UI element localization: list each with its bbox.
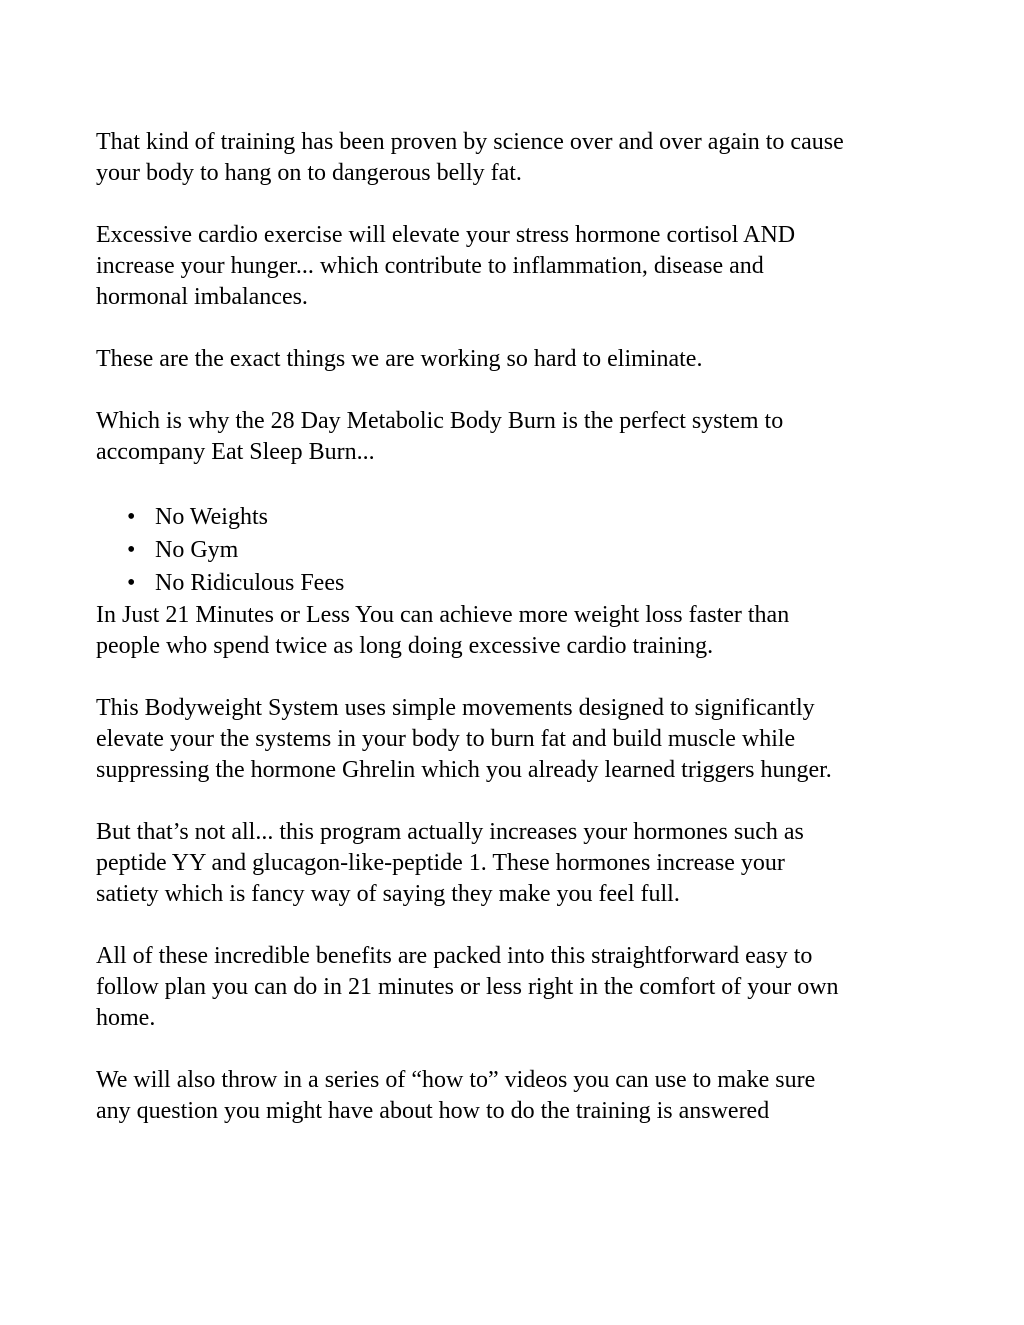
- bullet-item-label: No Ridiculous Fees: [155, 570, 345, 596]
- text-line: These are the exact things we are working so hard to eliminate.: [96, 346, 703, 372]
- bullet-item-no-gym: [96, 534, 946, 567]
- benefits-bullet-list: [96, 501, 946, 600]
- paragraph-how-to-videos: [96, 1065, 946, 1127]
- paragraph-21-minutes: [96, 600, 946, 662]
- paragraph-eliminate: [96, 344, 946, 375]
- text-line: This Bodyweight System uses simple movements designed to significantly: [96, 695, 815, 721]
- text-line: your body to hang on to dangerous belly fat.: [96, 160, 522, 186]
- paragraph-spacer: [96, 468, 946, 501]
- text-line: In Just 21 Minutes or Less You can achieve more weight loss faster than: [96, 602, 790, 628]
- paragraph-cardio-cortisol: [96, 220, 946, 313]
- text-line: Excessive cardio exercise will elevate your stress hormone cortisol AND: [96, 222, 796, 248]
- text-line: increase your hunger... which contribute to inflammation, disease and: [96, 253, 764, 279]
- text-line: peptide YY and glucagon-like-peptide 1. These hormones increase your: [96, 850, 785, 876]
- text-line: We will also throw in a series of “how to” videos you can use to make sure: [96, 1067, 816, 1093]
- paragraph-spacer: [96, 189, 946, 220]
- paragraph-hormones-satiety: [96, 817, 946, 910]
- paragraph-spacer: [96, 786, 946, 817]
- bullet-dot-icon: •: [127, 570, 136, 596]
- text-line: follow plan you can do in 21 minutes or less right in the comfort of your own: [96, 974, 839, 1000]
- text-line: Which is why the 28 Day Metabolic Body Burn is the perfect system to: [96, 408, 784, 434]
- text-line: All of these incredible benefits are packed into this straightforward easy to: [96, 943, 813, 969]
- text-line: suppressing the hormone Ghrelin which you already learned triggers hunger.: [96, 757, 832, 783]
- paragraph-spacer: [96, 1034, 946, 1065]
- bullet-dot-icon: •: [127, 504, 136, 530]
- bullet-item-label: No Gym: [155, 537, 239, 563]
- paragraph-bodyweight-system: [96, 693, 946, 786]
- paragraph-spacer: [96, 375, 946, 406]
- paragraph-benefits-plan: [96, 941, 946, 1034]
- text-line: satiety which is fancy way of saying they make you feel full.: [96, 881, 680, 907]
- paragraph-spacer: [96, 910, 946, 941]
- bullet-item-no-weights: [96, 501, 946, 534]
- bullet-item-label: No Weights: [155, 504, 268, 530]
- paragraph-spacer: [96, 662, 946, 693]
- bullet-dot-icon: •: [127, 537, 136, 563]
- text-line: home.: [96, 1005, 156, 1031]
- paragraph-body-burn-intro: [96, 406, 946, 468]
- paragraph-spacer: [96, 313, 946, 344]
- text-line: That kind of training has been proven by science over and over again to cause: [96, 129, 844, 155]
- paragraph-training-science: [96, 127, 946, 189]
- text-line: But that’s not all... this program actually increases your hormones such as: [96, 819, 804, 845]
- text-line: accompany Eat Sleep Burn...: [96, 439, 375, 465]
- text-line: any question you might have about how to do the training is answered: [96, 1098, 770, 1124]
- document-body: [96, 127, 946, 1127]
- bullet-item-no-ridiculous-fees: [96, 567, 946, 600]
- text-line: elevate your the systems in your body to burn fat and build muscle while: [96, 726, 796, 752]
- text-line: hormonal imbalances.: [96, 284, 308, 310]
- text-line: people who spend twice as long doing excessive cardio training.: [96, 633, 714, 659]
